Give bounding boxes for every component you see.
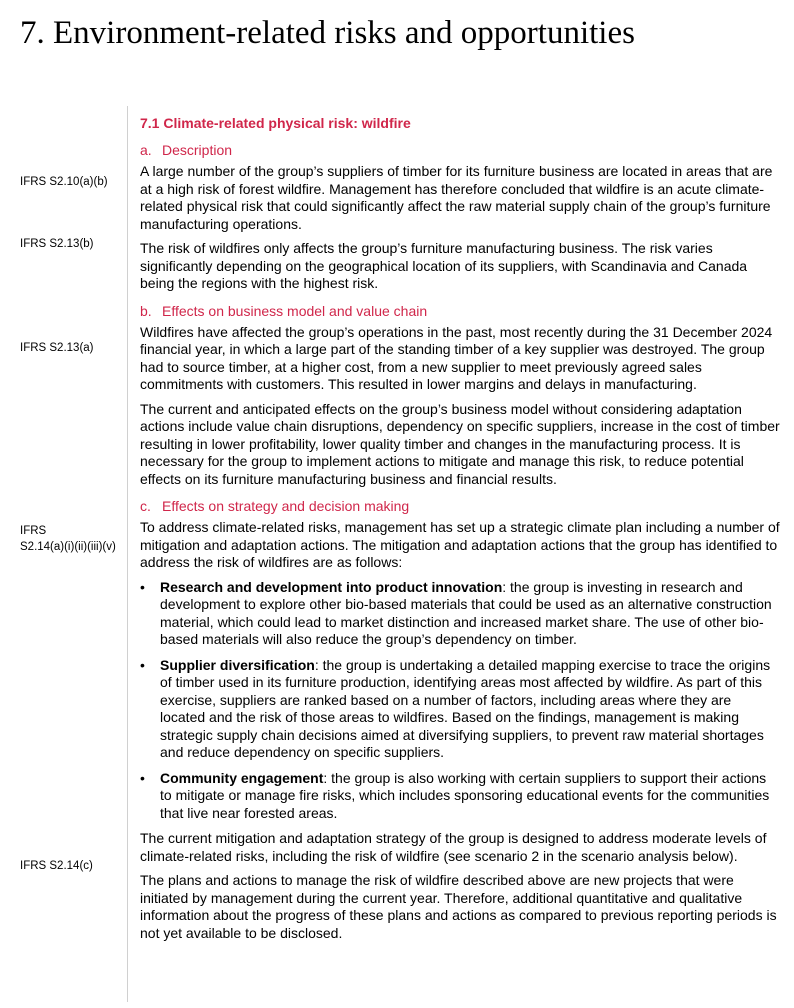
list-item-term: Research and development into product innovation bbox=[160, 578, 503, 595]
strategy-paragraph-2: The current mitigation and adaptation strategy of the group is designed to address moderate levels of climate-related risks, including the risk of wildfire (see scenario 2 in the scenario analysis below). bbox=[140, 830, 767, 864]
list-item bbox=[140, 657, 780, 762]
strategy-paragraph-1: To address climate-related risks, management has set up a strategic climate plan including a number of mitigation and adaptation actions. The mitigation and adaptation actions that the group has identified to address the risk of wildfires are as follows: bbox=[140, 519, 780, 570]
section-heading: 7.1 Climate-related physical risk: wildfire bbox=[140, 115, 411, 131]
margin-ref-s2-14a: S2.14(a)(i)(ii)(iii)(v) bbox=[20, 541, 116, 553]
list-item-term: Supplier diversification bbox=[160, 656, 315, 673]
list-item bbox=[140, 770, 780, 823]
bullet-marker: • bbox=[140, 769, 145, 786]
subheading-business-model bbox=[140, 302, 780, 320]
list-item-text: : the group is also working with certain suppliers to support their actions to mitigate or manage fire risks, which includes sponsoring educational events for the communities that live near forested areas. bbox=[160, 769, 770, 821]
list-item-text: : the group is investing in research and development to explore other bio-based materials that could be used as an alternative construction material, which could lead to market distinction and increased market share. The use of other bio-based materials will also reduce the group’s dependency on timber. bbox=[160, 578, 772, 647]
description-paragraph-1: A large number of the group’s suppliers of timber for its furniture business are located in areas that are at a high risk of forest wildfire. Management has therefore concluded that wildfire is an acute climate-related physical risk that could significantly affect the raw material supply chain of the group’s furniture manufacturing operations. bbox=[140, 163, 773, 232]
margin-ref-s2-13b: IFRS S2.13(b) bbox=[20, 238, 94, 250]
main-content bbox=[140, 115, 780, 942]
bullet-marker: • bbox=[140, 656, 145, 673]
margin-divider bbox=[127, 106, 128, 1002]
description-paragraph-2: The risk of wildfires only affects the group’s furniture manufacturing business. The risk varies significantly depending on the geographical location of its suppliers, with Scandinavia and Canada being the regions with the highest risk. bbox=[140, 240, 748, 291]
bullet-marker: • bbox=[140, 578, 145, 595]
subheading-letter: a. bbox=[140, 142, 152, 158]
business-model-paragraph-2: The current and anticipated effects on the group’s business model without considering adaptation actions include value chain disruptions, dependency on specific suppliers, increase in the cost of timber resulting in lower profitability, lower quality timber and changes in the manufacturing process. It is necessary for the group to implement actions to mitigate and manage this risk, to reduce potential effects on its furniture manufacturing business and financial results. bbox=[140, 400, 780, 487]
margin-ref-ifrs: IFRS bbox=[20, 525, 47, 537]
action-list bbox=[140, 579, 780, 823]
page-title: 7. Environment-related risks and opportunities bbox=[20, 15, 635, 51]
subheading-letter: b. bbox=[140, 302, 152, 319]
subheading-title: Effects on strategy and decision making bbox=[162, 498, 410, 514]
margin-ref-s2-14c: IFRS S2.14(c) bbox=[20, 860, 93, 872]
subheading-title: Description bbox=[162, 142, 233, 158]
margin-ref-s2-10: IFRS S2.10(a)(b) bbox=[20, 176, 108, 188]
subheading-letter: c. bbox=[140, 498, 151, 514]
list-item-text: : the group is undertaking a detailed mapping exercise to trace the origins of timber used in its furniture production, identifying areas most affected by wildfire. As part of this exercise, suppliers are ranked based on a number of factors, including areas where they are located and the risk of those areas to wildfires. Based on the findings, management is making strategic supply chain decisions aimed at diversifying suppliers, to prevent raw material shortages and reduce dependency on specific suppliers. bbox=[160, 656, 771, 760]
list-item-term: Community engagement bbox=[160, 769, 324, 786]
list-item bbox=[140, 579, 780, 649]
subheading-title: Effects on business model and value chain bbox=[162, 302, 428, 319]
margin-ref-s2-13a: IFRS S2.13(a) bbox=[20, 342, 94, 354]
strategy-paragraph-3: The plans and actions to manage the risk of wildfire described above are new projects that were initiated by management during the current year. Therefore, additional quantitative and qualitative information about the progress of these plans and actions as compared to previous reporting periods is not yet available to be disclosed. bbox=[140, 872, 777, 941]
subheading-description bbox=[140, 141, 780, 159]
business-model-paragraph-1: Wildfires have affected the group’s operations in the past, most recently during the 31 December 2024 financial year, in which a large part of the standing timber of a key supplier was destroyed. The group had to source timber, at a higher cost, from a new supplier to meet previously agreed sales commitments with customers. This resulted in lower margins and delays in manufacturing. bbox=[140, 323, 773, 392]
subheading-strategy bbox=[140, 497, 780, 515]
